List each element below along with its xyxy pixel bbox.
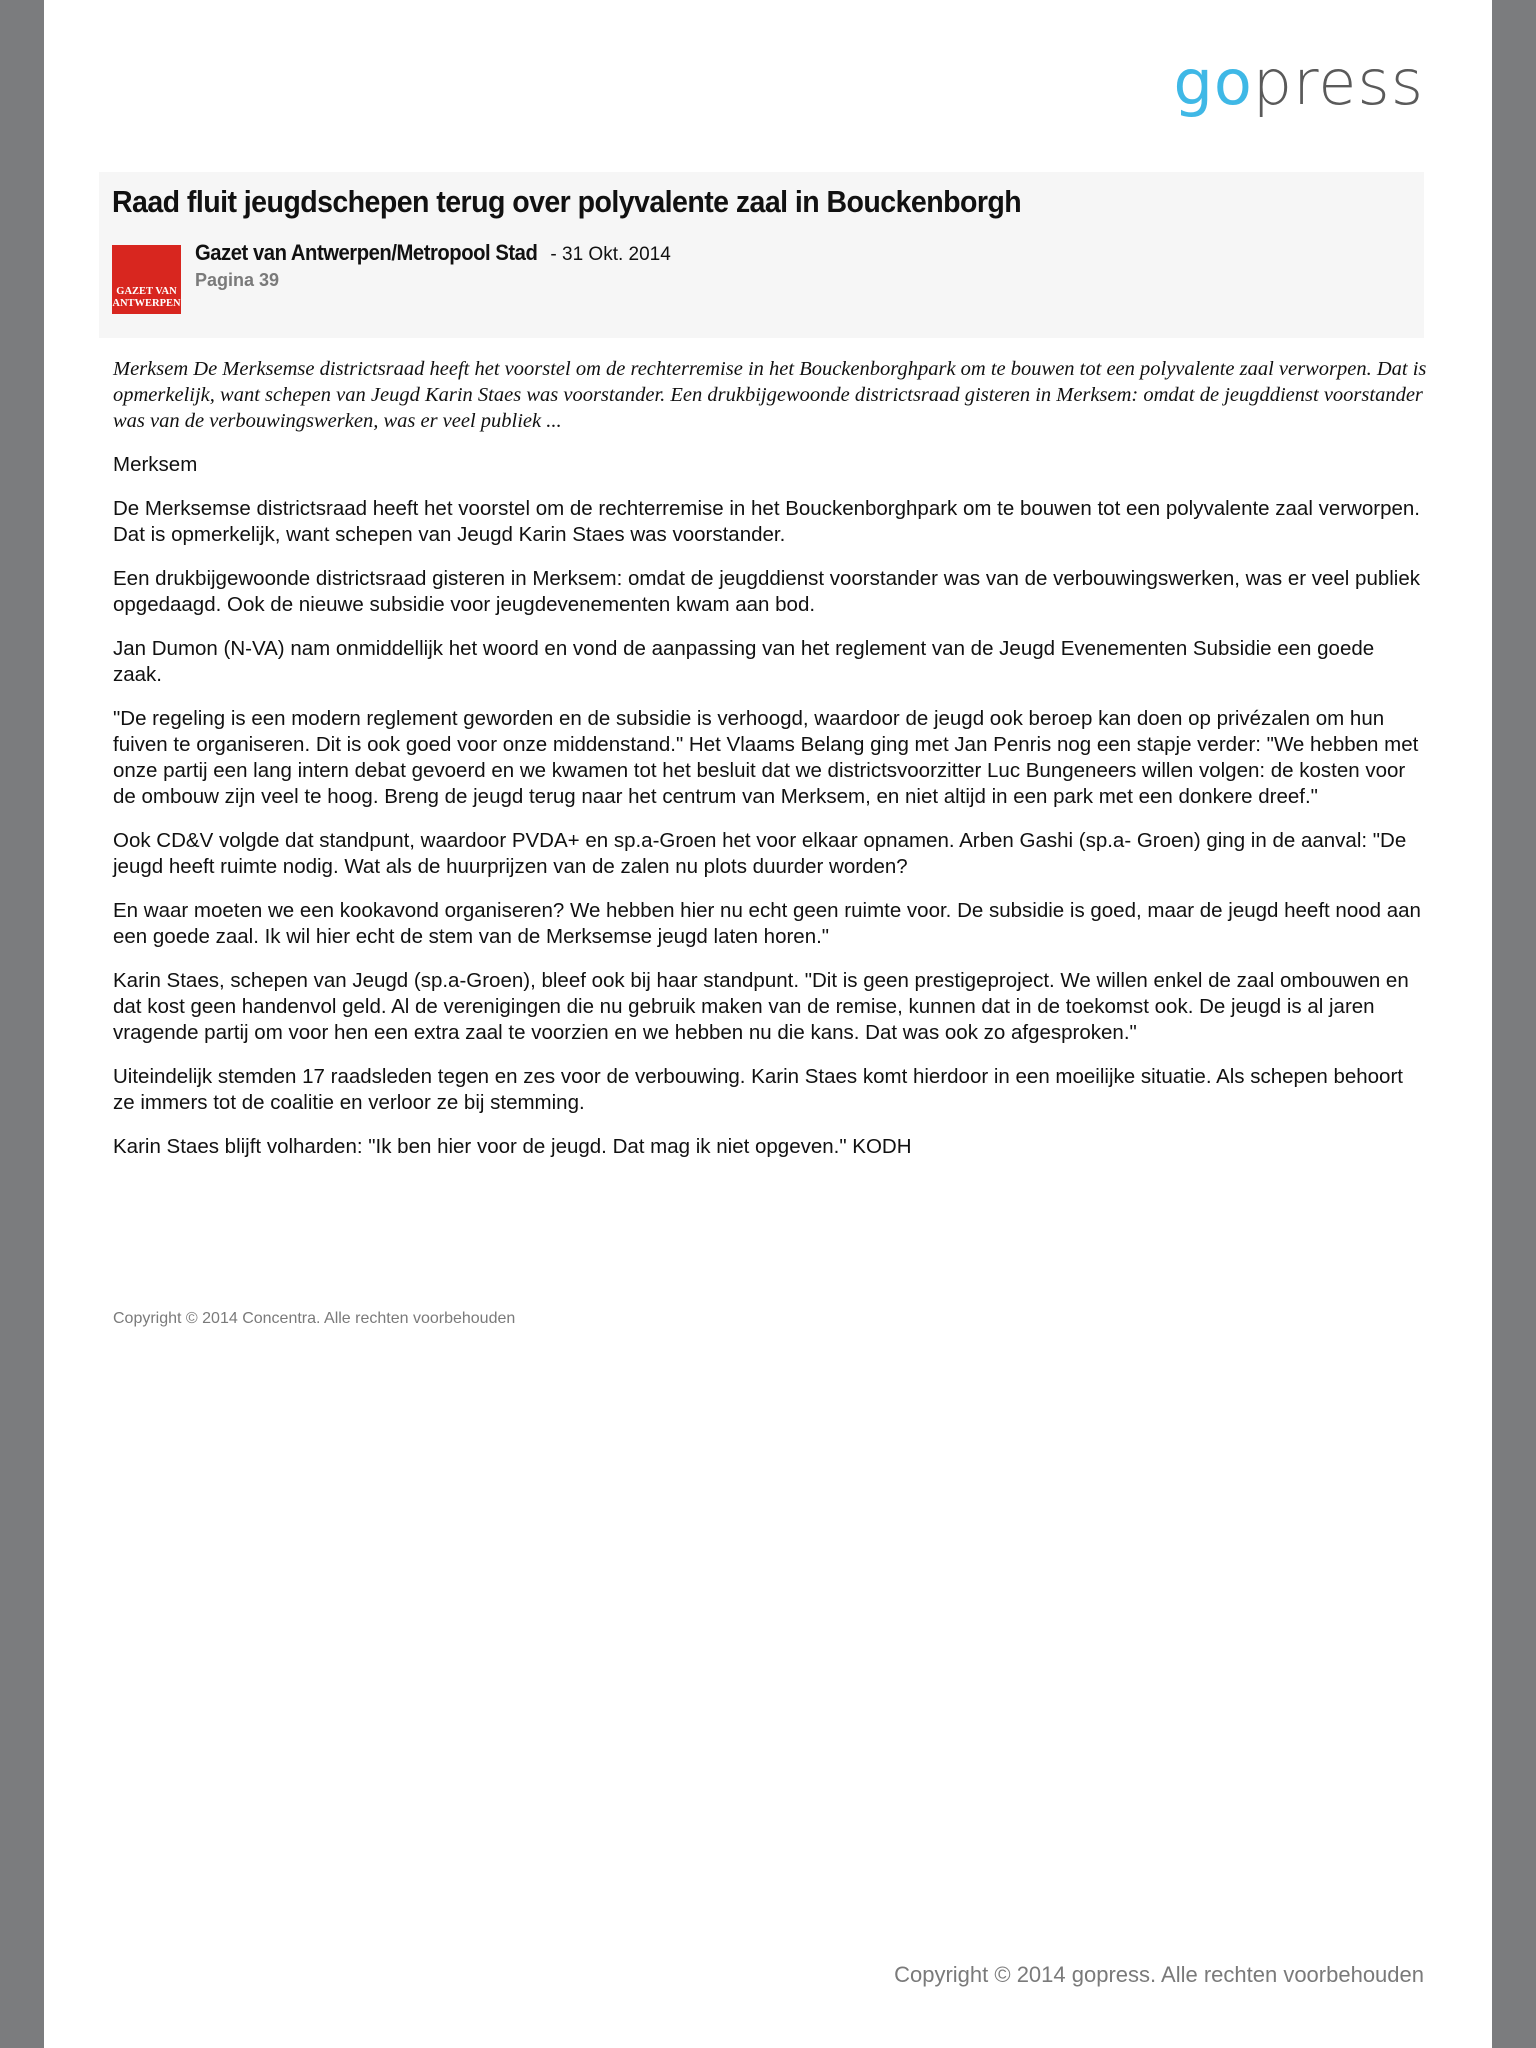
publication-name: Gazet van Antwerpen/Metropool Stad xyxy=(195,240,538,265)
article-paragraph: Jan Dumon (N-VA) nam onmiddellijk het woord en vond de aanpassing van het reglement van de Jeugd Evenementen Subsidie een goede zaak. xyxy=(113,637,1375,686)
article-paragraph: Uiteindelijk stemden 17 raadsleden tegen en zes voor de verbouwing. Karin Staes komt hierdoor in een moeilijke situatie. Als schepen behoort ze immers tot de coalitie en verloor ze bij stemming. xyxy=(113,1065,1403,1114)
article-paragraph: Karin Staes, schepen van Jeugd (sp.a-Groen), bleef ook bij haar standpunt. "Dit is geen prestigeproject. We willen enkel de zaal ombouwen en dat kost geen handenvol geld. Al de verenigingen die nu gebruik maken van de remise, kunnen dat in de toekomst ook. De jeugd is al jaren vragende partij om voor hen een extra zaal te voorzien en we hebben nu die kans. Dat was ook zo afgesproken." xyxy=(113,969,1409,1044)
article-paragraph: Karin Staes blijft volharden: "Ik ben hier voor de jeugd. Dat mag ik niet opgeven." KODH xyxy=(113,1135,912,1158)
article-paragraph: Een drukbijgewoonde districtsraad gisteren in Merksem: omdat de jeugddienst voorstander was van de verbouwingswerken, was er veel publiek opgedaagd. Ook de nieuwe subsidie voor jeugdevenementen kwam aan bod. xyxy=(113,567,1421,616)
article-body xyxy=(113,356,1428,1178)
article-header xyxy=(99,172,1424,338)
publisher-logo xyxy=(112,245,181,314)
gopress-logo-go: go xyxy=(1173,46,1253,119)
article-paragraph: De Merksemse districtsraad heeft het voorstel om de rechterremise in het Bouckenborghpark om te bouwen tot een polyvalente zaal verworpen. Dat is opmerkelijk, want schepen van Jeugd Karin Staes was voorstander. xyxy=(113,497,1420,546)
article-paragraph: Merksem xyxy=(113,453,198,476)
publication-page: Pagina 39 xyxy=(195,270,280,290)
publisher-logo-line2: ANTWERPEN xyxy=(112,298,181,309)
publication-line xyxy=(195,240,671,266)
gopress-logo xyxy=(1173,46,1424,119)
document-page xyxy=(44,0,1492,2048)
publication-meta xyxy=(195,240,671,291)
publication-date: - 31 Okt. 2014 xyxy=(550,244,671,265)
article-copyright: Copyright © 2014 Concentra. Alle rechten voorbehouden xyxy=(113,1310,516,1327)
article-headline: Raad fluit jeugdschepen terug over polyvalente zaal in Bouckenborgh xyxy=(112,184,1022,219)
article-lead: Merksem De Merksemse districtsraad heeft het voorstel om de rechterremise in het Bouckenborghpark om te bouwen tot een polyvalente zaal verworpen. Dat is opmerkelijk, want schepen van Jeugd Karin Staes was voorstander. Een drukbijgewoonde districtsraad gisteren in Merksem: omdat de jeugddienst voorstander was van de verbouwingswerken, was er veel publiek ... xyxy=(113,358,1427,432)
article-paragraph: Ook CD&V volgde dat standpunt, waardoor PVDA+ en sp.a-Groen het voor elkaar opnamen. Arben Gashi (sp.a- Groen) ging in de aanval: "De jeugd heeft ruimte nodig. Wat als de huurprijzen van de zalen nu plots duurder worden? xyxy=(113,829,1407,878)
article-paragraph: En waar moeten we een kookavond organiseren? We hebben hier nu echt geen ruimte voor. De subsidie is goed, maar de jeugd heeft nood aan een goede zaal. Ik wil hier echt de stem van de Merksemse jeugd laten horen." xyxy=(113,899,1421,948)
gopress-logo-press: press xyxy=(1252,46,1424,119)
footer-copyright: Copyright © 2014 gopress. Alle rechten voorbehouden xyxy=(894,1962,1424,1987)
publisher-logo-line1: GAZET VAN xyxy=(116,286,177,297)
article-paragraph: "De regeling is een modern reglement geworden en de subsidie is verhoogd, waardoor de jeugd ook beroep kan doen op privézalen om hun fuiven te organiseren. Dit is ook goed voor onze middenstand." Het Vlaams Belang ging met Jan Penris nog een stapje verder: "We hebben met onze partij een lang intern debat gevoerd en we kwamen tot het besluit dat we districtsvoorzitter Luc Bungeneers willen volgen: de kosten voor de ombouw zijn veel te hoog. Breng de jeugd terug naar het centrum van Merksem, en niet altijd in een park met een donkere dreef." xyxy=(113,707,1419,808)
